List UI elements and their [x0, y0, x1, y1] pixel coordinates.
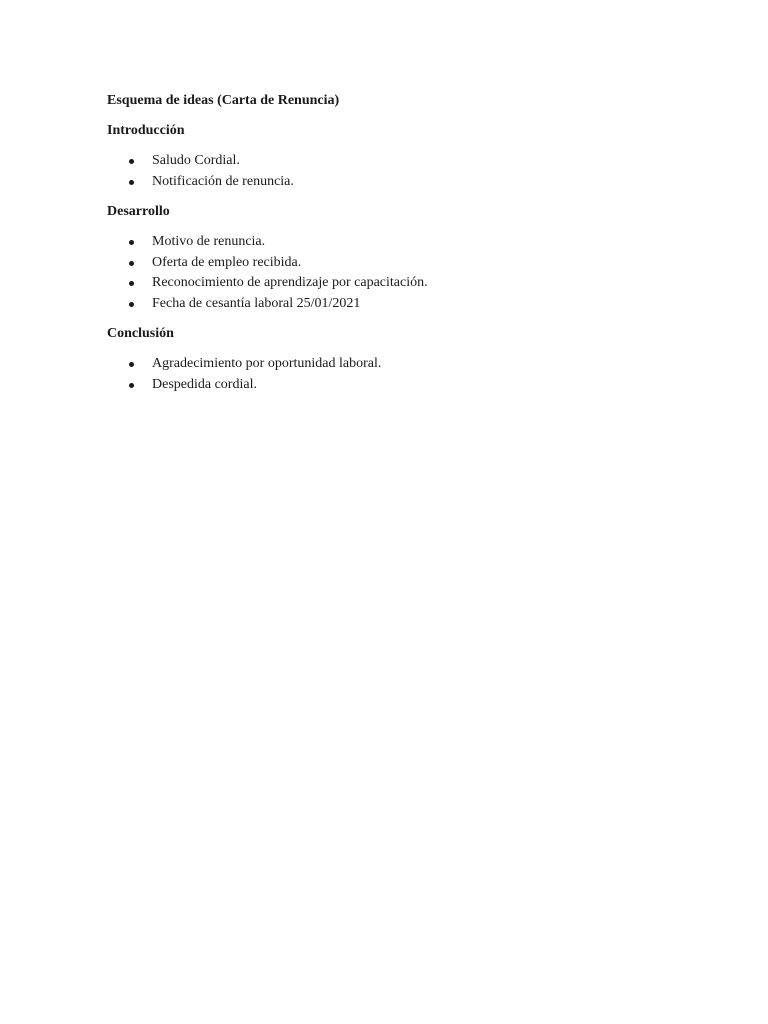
- bullet-icon: [129, 180, 134, 185]
- bullet-icon: [129, 302, 134, 307]
- document-content: [107, 91, 667, 405]
- list-item: [107, 232, 667, 253]
- list-item-text: Motivo de renuncia.: [152, 234, 266, 249]
- list-item-text: Notificación de renuncia.: [152, 173, 294, 189]
- conclusion-list: [107, 354, 667, 395]
- bullet-icon: [129, 281, 134, 286]
- section-heading-desarrollo: Desarrollo: [107, 204, 170, 219]
- list-item: [107, 375, 667, 396]
- list-item: [107, 151, 667, 172]
- list-item: [107, 253, 667, 274]
- bullet-icon: [129, 240, 134, 245]
- desarrollo-list: [107, 232, 667, 314]
- bullet-icon: [129, 159, 134, 164]
- section-heading-introduccion: Introducción: [107, 123, 185, 138]
- list-item-text: Reconocimiento de aprendizaje por capacitación.: [152, 275, 428, 290]
- list-item-text: Agradecimiento por oportunidad laboral.: [152, 356, 382, 371]
- list-item: [107, 273, 667, 294]
- list-item-text: Despedida cordial.: [152, 376, 257, 392]
- list-item-text: Saludo Cordial.: [152, 153, 240, 168]
- list-item-text: Fecha de cesantía laboral 25/01/2021: [152, 295, 361, 311]
- bullet-icon: [129, 261, 134, 266]
- list-item-text: Oferta de empleo recibida.: [152, 254, 302, 270]
- list-item: [107, 354, 667, 375]
- section-heading-conclusion: Conclusión: [107, 326, 174, 341]
- list-item: [107, 294, 667, 315]
- bullet-icon: [129, 383, 134, 388]
- introduccion-list: [107, 151, 667, 192]
- document-title: Esquema de ideas (Carta de Renuncia): [107, 93, 340, 108]
- bullet-icon: [129, 362, 134, 367]
- list-item: [107, 172, 667, 193]
